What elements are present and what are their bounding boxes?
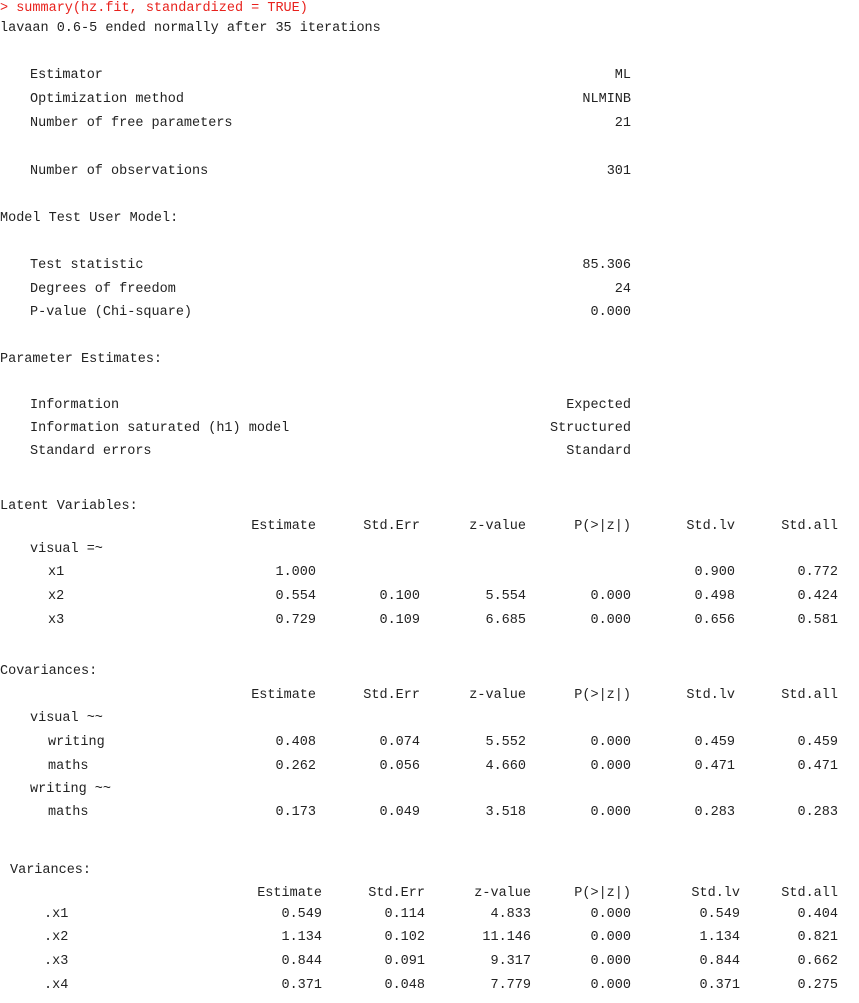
table-cell: 0.000	[590, 613, 631, 628]
table-cell: 0.283	[694, 805, 735, 820]
column-header: Std.lv	[691, 886, 740, 901]
info-value: 24	[614, 282, 631, 297]
table-cell: 0.554	[275, 589, 316, 604]
table-cell: 0.371	[281, 978, 322, 993]
table-cell: 0.283	[797, 805, 838, 820]
group-label: visual ~~	[30, 711, 103, 726]
table-cell: 0.844	[699, 954, 740, 969]
table-cell: 0.000	[590, 589, 631, 604]
table-cell: 0.424	[797, 589, 838, 604]
column-header: Estimate	[257, 886, 322, 901]
table-cell: 1.134	[699, 930, 740, 945]
column-header: Std.all	[781, 886, 838, 901]
table-cell: 0.000	[590, 907, 631, 922]
info-label: P-value (Chi-square)	[30, 305, 193, 320]
table-cell: 0.114	[384, 907, 425, 922]
column-header: Std.lv	[686, 519, 735, 534]
column-header: z-value	[469, 688, 526, 703]
table-cell: 0.048	[384, 978, 425, 993]
table-cell: 0.471	[797, 759, 838, 774]
table-cell: 9.317	[490, 954, 531, 969]
row-label: .x1	[44, 907, 69, 922]
table-cell: 0.662	[797, 954, 838, 969]
row-label: .x2	[44, 930, 69, 945]
table-cell: 5.552	[485, 735, 526, 750]
row-label: x1	[48, 565, 65, 580]
column-header: z-value	[474, 886, 531, 901]
column-header: Std.all	[781, 519, 838, 534]
table-cell: 0.821	[797, 930, 838, 945]
info-label: Number of free parameters	[30, 116, 233, 131]
table-cell: 1.000	[275, 565, 316, 580]
table-cell: 0.056	[379, 759, 420, 774]
table-cell: 0.471	[694, 759, 735, 774]
row-label: maths	[48, 759, 89, 774]
column-header: Std.Err	[363, 519, 420, 534]
table-cell: 0.844	[281, 954, 322, 969]
column-header: Std.Err	[363, 688, 420, 703]
info-value: Structured	[549, 421, 631, 436]
info-label: Standard errors	[30, 444, 152, 459]
info-value: Standard	[566, 444, 631, 459]
command-line: > summary(hz.fit, standardized = TRUE)	[0, 1, 308, 16]
table-cell: 0.102	[384, 930, 425, 945]
column-header: Estimate	[251, 688, 316, 703]
info-value: Expected	[566, 398, 631, 413]
row-label: maths	[48, 805, 89, 820]
info-value: 21	[614, 116, 631, 131]
column-header: Std.lv	[686, 688, 735, 703]
info-label: Degrees of freedom	[30, 282, 176, 297]
table-cell: 0.498	[694, 589, 735, 604]
row-label: x3	[48, 613, 65, 628]
table-cell: 3.518	[485, 805, 526, 820]
table-cell: 0.074	[379, 735, 420, 750]
table-cell: 0.000	[590, 759, 631, 774]
info-value: 85.306	[582, 258, 631, 273]
table-cell: 11.146	[482, 930, 531, 945]
info-label: Number of observations	[30, 164, 209, 179]
section-heading: Latent Variables:	[0, 499, 138, 514]
section-heading: Variances:	[10, 863, 92, 878]
info-label: Estimator	[30, 68, 103, 83]
column-header: Estimate	[251, 519, 316, 534]
section-heading: Model Test User Model:	[0, 211, 179, 226]
table-cell: 0.000	[590, 930, 631, 945]
table-cell: 0.000	[590, 805, 631, 820]
table-cell: 0.404	[797, 907, 838, 922]
table-cell: 0.109	[379, 613, 420, 628]
column-header: P(>|z|)	[574, 886, 631, 901]
table-cell: 0.173	[275, 805, 316, 820]
column-header: Std.all	[781, 688, 838, 703]
table-cell: 0.581	[797, 613, 838, 628]
table-cell: 0.371	[699, 978, 740, 993]
table-cell: 5.554	[485, 589, 526, 604]
table-cell: 4.660	[485, 759, 526, 774]
table-cell: 0.000	[590, 978, 631, 993]
table-cell: 0.459	[797, 735, 838, 750]
table-cell: 4.833	[490, 907, 531, 922]
table-cell: 0.729	[275, 613, 316, 628]
table-cell: 0.549	[281, 907, 322, 922]
info-value: 0.000	[590, 305, 631, 320]
table-cell: 0.000	[590, 735, 631, 750]
row-label: writing	[48, 735, 105, 750]
table-cell: 0.275	[797, 978, 838, 993]
group-label: visual =~	[30, 542, 103, 557]
info-value: NLMINB	[582, 92, 631, 107]
section-heading: Parameter Estimates:	[0, 352, 163, 367]
table-cell: 7.779	[490, 978, 531, 993]
info-label: Test statistic	[30, 258, 144, 273]
table-cell: 0.049	[379, 805, 420, 820]
table-cell: 0.262	[275, 759, 316, 774]
row-label: .x4	[44, 978, 69, 993]
column-header: z-value	[469, 519, 526, 534]
table-cell: 6.685	[485, 613, 526, 628]
table-cell: 0.772	[797, 565, 838, 580]
row-label: x2	[48, 589, 65, 604]
group-label: writing ~~	[30, 782, 112, 797]
info-label: Information	[30, 398, 120, 413]
table-cell: 0.900	[694, 565, 735, 580]
row-label: .x3	[44, 954, 69, 969]
status-line: lavaan 0.6-5 ended normally after 35 iterations	[0, 21, 381, 36]
table-cell: 1.134	[281, 930, 322, 945]
table-cell: 0.091	[384, 954, 425, 969]
table-cell: 0.459	[694, 735, 735, 750]
column-header: P(>|z|)	[574, 688, 631, 703]
table-cell: 0.549	[699, 907, 740, 922]
table-cell: 0.100	[379, 589, 420, 604]
section-heading: Covariances:	[0, 664, 98, 679]
info-label: Optimization method	[30, 92, 184, 107]
column-header: Std.Err	[368, 886, 425, 901]
info-label: Information saturated (h1) model	[30, 421, 290, 436]
table-cell: 0.656	[694, 613, 735, 628]
info-value: ML	[614, 68, 631, 83]
info-value: 301	[606, 164, 631, 179]
table-cell: 0.408	[275, 735, 316, 750]
table-cell: 0.000	[590, 954, 631, 969]
column-header: P(>|z|)	[574, 519, 631, 534]
